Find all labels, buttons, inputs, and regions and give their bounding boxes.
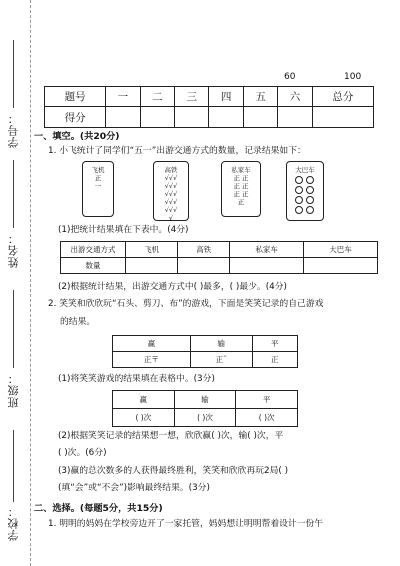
class-label: 班级：	[7, 372, 20, 408]
card-car-mark: 正	[237, 198, 245, 206]
card-car-mark: 正 正	[233, 182, 249, 190]
circle-icon	[295, 196, 303, 204]
answer-cell[interactable]: ( )次	[174, 409, 236, 427]
name-label: 姓名：	[7, 232, 20, 268]
record-table	[112, 335, 298, 368]
student-id-line	[13, 40, 14, 108]
q2-sub3-line2: (填“会”或“不会”)影响最终结果。(3分)	[58, 483, 210, 493]
transport-header-cell: 私家车	[230, 242, 304, 258]
q2-sub2-line1: (2)根据笑笑记录的结果想一想，欣欣赢( )次，输( )次，平	[58, 431, 284, 441]
record-value-cell: 正〒	[113, 352, 191, 368]
q2-sub3-line1: (3)赢的总次数多的人获得最终胜利，笑笑和欣欣再玩2局( )	[58, 466, 289, 476]
section1-title: 一、填空。(共20分)	[34, 131, 120, 142]
answer-header-cell: 输	[174, 391, 236, 409]
card-car-mark: 正 正	[233, 190, 249, 198]
q1-sub1: (1)把统计结果填在下表中。(4分)	[58, 225, 189, 235]
card-train-mark: √√√	[164, 206, 178, 214]
student-id-label: 学号：	[7, 112, 20, 148]
score-header-cell: 五	[243, 87, 277, 107]
q2-prompt-line2: 的结果。	[60, 317, 96, 327]
q2-sub1: (1)将笑笑游戏的结果填在表格中。(3分)	[58, 374, 215, 384]
card-bus	[286, 161, 324, 221]
circle-icon	[306, 196, 314, 204]
card-train-title: 高铁	[164, 166, 178, 174]
transport-answer-cell[interactable]	[230, 258, 304, 274]
transport-answer-cell[interactable]	[304, 258, 378, 274]
answer-cell[interactable]: ( )次	[113, 409, 175, 427]
card-bus-title: 大巴车	[295, 166, 315, 174]
record-header-cell: 平	[252, 336, 297, 352]
score-header-cell: 题号	[45, 87, 106, 107]
card-train-mark: √√√	[164, 174, 178, 182]
school-label: 学校：	[7, 505, 20, 541]
circle-icon	[295, 206, 303, 214]
score-table	[44, 86, 374, 128]
circle-icon	[295, 176, 303, 184]
answer-table	[112, 390, 298, 427]
score-row-label: 得分	[45, 107, 106, 128]
answer-header-cell: 平	[236, 391, 298, 409]
q2-sub2-line2: ( )次。(6分)	[58, 448, 107, 458]
transport-header-cell: 高铁	[178, 242, 230, 258]
card-train-mark: √√√	[164, 190, 178, 198]
transport-header-cell: 出游交通方式	[61, 242, 126, 258]
binding-dashed-line	[30, 0, 31, 566]
top-mark-100: 100	[344, 72, 362, 82]
circle-icon	[306, 206, 314, 214]
score-header-cell: 总分	[312, 87, 373, 107]
record-header-cell: 赢	[113, 336, 191, 352]
record-value-cell: 正	[252, 352, 297, 368]
card-plane-mark: 正	[94, 174, 102, 182]
circle-icon	[306, 176, 314, 184]
score-cell[interactable]	[312, 107, 373, 128]
score-header-cell: 三	[175, 87, 209, 107]
q1-sub2: (2)根据统计结果，出游交通方式中( )最多，( )最少。(4分)	[58, 282, 287, 292]
score-cell[interactable]	[106, 107, 140, 128]
score-cell[interactable]	[243, 107, 277, 128]
card-plane-mark: 一	[94, 182, 102, 190]
circle-icon	[295, 186, 303, 194]
card-plane	[82, 161, 114, 217]
bus-tally-circles	[287, 176, 323, 214]
score-cell[interactable]	[140, 107, 174, 128]
card-train-mark: √√√	[164, 182, 178, 190]
card-car	[221, 161, 261, 217]
record-value-cell: 正¨	[190, 352, 252, 368]
section2-title: 二、选择。(每题5分，共15分)	[34, 503, 163, 514]
card-train-mark: √	[168, 214, 174, 222]
q1-prompt: 1. 小飞统计了同学们“五一”出游交通方式的数量，记录结果如下：	[48, 146, 306, 156]
circle-icon	[306, 186, 314, 194]
school-line	[13, 430, 14, 502]
score-header-cell: 二	[140, 87, 174, 107]
name-line	[13, 160, 14, 228]
transport-answer-cell[interactable]	[178, 258, 230, 274]
q2-prompt-line1: 2. 笑笑和欣欣玩“石头、剪刀、布”的游戏，下面是笑笑记录的自己游戏	[48, 299, 324, 309]
transport-header-cell: 飞机	[126, 242, 178, 258]
score-header-cell: 一	[106, 87, 140, 107]
answer-cell[interactable]: ( )次	[236, 409, 298, 427]
card-train	[153, 161, 189, 221]
score-header-cell: 四	[209, 87, 243, 107]
transport-answer-cell[interactable]	[126, 258, 178, 274]
transport-table	[60, 241, 378, 274]
transport-row-label: 数量	[61, 258, 126, 274]
score-cell[interactable]	[278, 107, 312, 128]
section2-q1: 1. 明明的妈妈在学校旁边开了一家托管，妈妈想让明明帮着设计一份午	[48, 519, 324, 529]
top-mark-60: 60	[284, 72, 296, 82]
card-train-mark: √√√	[164, 198, 178, 206]
card-car-title: 私家车	[231, 166, 251, 174]
record-header-cell: 输	[190, 336, 252, 352]
card-plane-title: 飞机	[91, 166, 105, 174]
score-header-cell: 六	[278, 87, 312, 107]
transport-header-cell: 大巴车	[304, 242, 378, 258]
card-car-mark: 正 正	[233, 174, 249, 182]
answer-header-cell: 赢	[113, 391, 175, 409]
score-cell[interactable]	[209, 107, 243, 128]
class-line	[13, 290, 14, 368]
score-cell[interactable]	[175, 107, 209, 128]
